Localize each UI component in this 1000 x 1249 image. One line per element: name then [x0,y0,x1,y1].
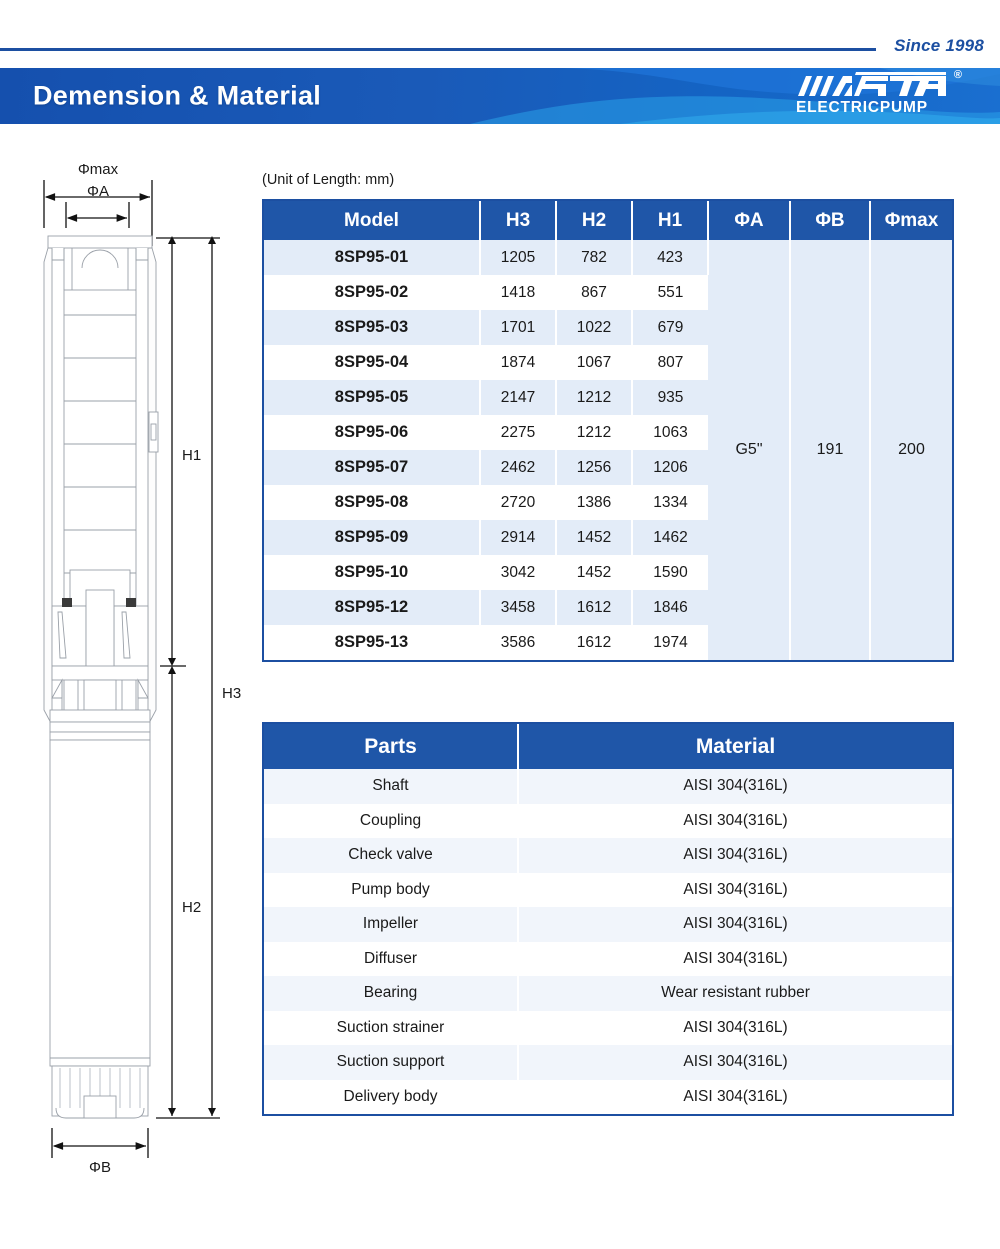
unit-note: (Unit of Length: mm) [262,172,395,188]
table-row [264,873,952,908]
company-logo [796,69,964,120]
cell-model: 8SP95-08 [264,485,480,520]
phimax-label: Φmax [77,161,119,178]
cell-h3: 2147 [480,380,556,415]
cell-h1: 1462 [632,520,708,555]
table-row [264,769,952,804]
cell-material: AISI 304(316L) [518,1080,952,1115]
cell-part: Suction strainer [264,1011,518,1046]
cell-part: Bearing [264,976,518,1011]
cell-phimax-merged: 200 [870,240,952,660]
cell-h3: 2720 [480,485,556,520]
cell-model: 8SP95-01 [264,240,480,275]
col-header-h3: H3 [480,201,556,240]
col-header-phib: ΦB [790,201,870,240]
cell-part: Diffuser [264,942,518,977]
header-rule [0,48,876,51]
cell-h1: 935 [632,380,708,415]
since-label: Since 1998 [894,36,984,55]
col-header-phia: ΦA [708,201,790,240]
phib-label: ΦB [89,1159,111,1176]
cell-h2: 1386 [556,485,632,520]
cell-part: Delivery body [264,1080,518,1115]
cell-h2: 1452 [556,520,632,555]
cell-h3: 2914 [480,520,556,555]
table-row [264,1011,952,1046]
logo-subtitle: ELECTRICPUMP [796,99,928,116]
table-row [264,240,952,275]
col-header-h1: H1 [632,201,708,240]
pump-dimension-drawing [0,150,252,1240]
cell-part: Suction support [264,1045,518,1080]
cell-part: Pump body [264,873,518,908]
cell-h2: 1612 [556,590,632,625]
cell-h3: 3458 [480,590,556,625]
cell-phib-merged: 191 [790,240,870,660]
cell-part: Impeller [264,907,518,942]
cell-h2: 1067 [556,345,632,380]
h3-label: H3 [222,685,242,702]
cell-material: AISI 304(316L) [518,838,952,873]
mastra-wordmark-icon [796,69,962,98]
cell-h3: 1418 [480,275,556,310]
phia-label: ΦA [87,183,109,200]
cell-h2: 1212 [556,415,632,450]
cell-h3: 1205 [480,240,556,275]
cell-h1: 1063 [632,415,708,450]
cell-material: AISI 304(316L) [518,1011,952,1046]
cell-h2: 1256 [556,450,632,485]
cell-h1: 679 [632,310,708,345]
cell-material: AISI 304(316L) [518,942,952,977]
col-header-model: Model [264,201,480,240]
cell-h3: 1874 [480,345,556,380]
cell-phia-merged: G5" [708,240,790,660]
h2-label: H2 [182,899,202,916]
cell-h1: 1846 [632,590,708,625]
cell-h1: 807 [632,345,708,380]
cell-model: 8SP95-09 [264,520,480,555]
table-row [264,1045,952,1080]
dimension-table [264,201,952,660]
cell-part: Check valve [264,838,518,873]
page-title: Demension & Material [33,80,322,111]
cell-h3: 3042 [480,555,556,590]
col-header-parts: Parts [264,724,518,769]
cell-h2: 867 [556,275,632,310]
table-row [264,1080,952,1115]
cell-h2: 782 [556,240,632,275]
h1-label: H1 [182,447,202,464]
cell-material: AISI 304(316L) [518,1045,952,1080]
cell-h2: 1612 [556,625,632,660]
cell-material: AISI 304(316L) [518,873,952,908]
table-row [264,804,952,839]
cell-h3: 2462 [480,450,556,485]
cell-model: 8SP95-07 [264,450,480,485]
cell-model: 8SP95-03 [264,310,480,345]
cell-model: 8SP95-02 [264,275,480,310]
table-row [264,907,952,942]
cell-h1: 1974 [632,625,708,660]
cell-material: AISI 304(316L) [518,804,952,839]
since-row [0,36,1000,62]
parts-table-header-row [264,724,952,769]
col-header-h2: H2 [556,201,632,240]
dimension-table-header-row [264,201,952,240]
col-header-phimax: Φmax [870,201,952,240]
cell-material: Wear resistant rubber [518,976,952,1011]
dimension-table-container [262,199,954,662]
table-row [264,838,952,873]
cell-model: 8SP95-04 [264,345,480,380]
cell-h1: 551 [632,275,708,310]
cell-model: 8SP95-06 [264,415,480,450]
col-header-material: Material [518,724,952,769]
table-row [264,976,952,1011]
cell-h3: 3586 [480,625,556,660]
cell-part: Shaft [264,769,518,804]
cell-h3: 2275 [480,415,556,450]
cell-h1: 1334 [632,485,708,520]
parts-table-container [262,722,954,1116]
table-row [264,942,952,977]
cell-model: 8SP95-10 [264,555,480,590]
cell-h2: 1212 [556,380,632,415]
cell-model: 8SP95-05 [264,380,480,415]
cell-h1: 1590 [632,555,708,590]
cell-part: Coupling [264,804,518,839]
cell-h1: 423 [632,240,708,275]
cell-material: AISI 304(316L) [518,769,952,804]
cell-h2: 1022 [556,310,632,345]
cell-h1: 1206 [632,450,708,485]
registered-trademark-icon: ® [953,69,962,81]
page-banner [0,68,1000,124]
cell-model: 8SP95-13 [264,625,480,660]
cell-h3: 1701 [480,310,556,345]
cell-model: 8SP95-12 [264,590,480,625]
cell-h2: 1452 [556,555,632,590]
cell-material: AISI 304(316L) [518,907,952,942]
parts-material-table [264,724,952,1114]
